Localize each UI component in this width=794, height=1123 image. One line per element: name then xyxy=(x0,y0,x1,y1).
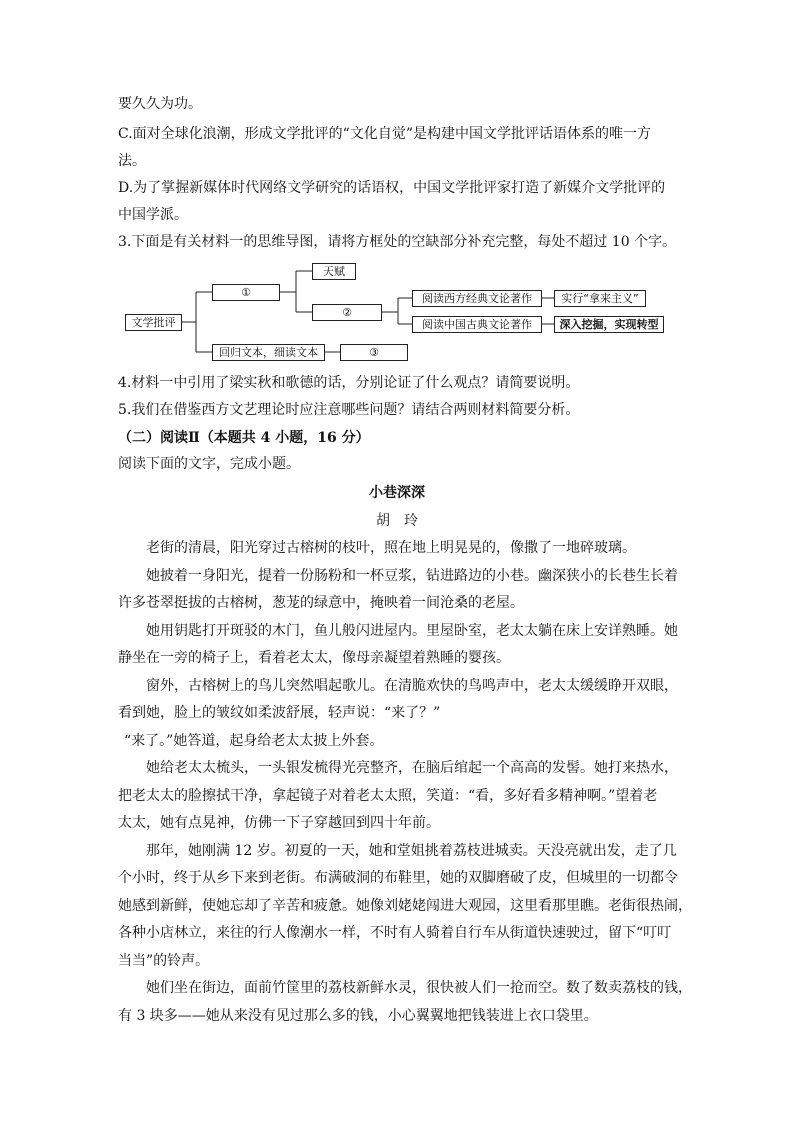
mind-map-root: 文学批评 xyxy=(125,314,182,331)
reading-instruction: 阅读下面的文字，完成小题。 xyxy=(118,456,300,472)
story-line: 个小时，终于从乡下来到老街。布满破洞的布鞋里，她的双脚磨破了皮，但城里的一切都令 xyxy=(118,870,678,886)
story-title: 小巷深深 xyxy=(369,485,425,501)
story-line: 太太，她有点晃神，仿佛一下子穿越回到四十年前。 xyxy=(118,815,440,831)
blank-3-box: ③ xyxy=(340,344,408,361)
china-reading-box: 阅读中国古典文论著作 xyxy=(412,316,542,333)
china-result-box: 深入挖掘，实现转型 xyxy=(554,316,664,333)
story-line: 许多苍翠挺拔的古榕树，葱茏的绿意中，掩映着一间沧桑的老屋。 xyxy=(118,595,524,611)
story-line: 老街的清晨，阳光穿过古榕树的枝叶，照在地上明晃晃的，像撒了一地碎玻璃。 xyxy=(146,540,636,556)
question-3: 3.下面是有关材料一的思维导图，请将方框处的空缺部分补充完整，每处不超过 10 个字。 xyxy=(118,234,677,250)
story-line: 静坐在一旁的椅子上，看着老太太，像母亲凝望着熟睡的婴孩。 xyxy=(118,650,510,666)
mind-map-connectors xyxy=(0,0,794,380)
option-b-continuation: 要久久为功。 xyxy=(118,96,202,112)
blank-2-box: ② xyxy=(312,304,382,321)
option-c-line1: C.面对全球化浪潮，形成文学批评的“文化自觉”是构建中国文学批评话语体系的唯一方 xyxy=(118,126,651,142)
story-line: 她感到新鲜，使她忘却了辛苦和疲惫。她像刘姥姥闯进大观园，这里看那里瞧。老街很热闹， xyxy=(118,898,692,914)
question-4: 4.材料一中引用了梁实秋和歌德的话，分别论证了什么观点？请简要说明。 xyxy=(118,375,580,391)
story-line: 各种小店林立，来往的行人像潮水一样，不时有人骑着自行车从街道快速驶过，留下“叮叮 xyxy=(118,925,672,941)
story-line: 她披着一身阳光，提着一份肠粉和一杯豆浆，钻进路边的小巷。幽深狭小的长巷生长着 xyxy=(146,568,678,584)
section-heading: （二）阅读Ⅱ（本题共 4 小题，16 分） xyxy=(118,430,370,446)
return-text-box: 回归文本，细读文本 xyxy=(212,344,325,361)
west-reading-box: 阅读西方经典文论著作 xyxy=(412,290,542,307)
talent-box: 天赋 xyxy=(312,263,356,280)
story-line: 把老太太的脸擦拭干净，拿起镜子对着老太太照，笑道：“看，多好看多精神啊。”望着老 xyxy=(118,788,658,804)
option-d-line1: D.为了掌握新媒体时代网络文学研究的话语权，中国文学批评家打造了新媒介文学批评的 xyxy=(118,180,666,196)
story-line: 她们坐在街边，面前竹筐里的荔枝新鲜水灵，很快被人们一抢而空。数了数卖荔枝的钱， xyxy=(146,980,692,996)
question-5: 5.我们在借鉴西方文艺理论时应注意哪些问题？请结合两则材料简要分析。 xyxy=(118,402,580,418)
option-c-line2: 法。 xyxy=(118,153,146,169)
blank-1-box: ① xyxy=(212,284,280,301)
story-line: 她给老太太梳头，一头银发梳得光亮整齐，在脑后绾起一个高高的发髻。她打来热水， xyxy=(146,760,678,776)
story-line: 她用钥匙打开斑驳的木门，鱼儿般闪进屋内。里屋卧室，老太太躺在床上安详熟睡。她 xyxy=(146,623,678,639)
story-line: 那年，她刚满 12 岁。初夏的一天，她和堂姐挑着荔枝进城卖。天没亮就出发，走了几 xyxy=(146,843,677,859)
story-line: 有 3 块多——她从来没有见过那么多的钱，小心翼翼地把钱装进上衣口袋里。 xyxy=(118,1008,598,1024)
story-line: 窗外，古榕树上的鸟儿突然唱起歌儿。在清脆欢快的鸟鸣声中，老太太缓缓睁开双眼， xyxy=(146,678,678,694)
story-line: “来了。”她答道，起身给老太太披上外套。 xyxy=(124,733,384,749)
west-result-box: 实行“拿来主义” xyxy=(554,290,646,307)
story-line: 当当”的铃声。 xyxy=(118,953,210,969)
option-d-line2: 中国学派。 xyxy=(118,207,188,223)
story-line: 看到她，脸上的皱纹如柔波舒展，轻声说：“来了？” xyxy=(118,705,441,721)
story-author: 胡 玲 xyxy=(376,513,418,529)
